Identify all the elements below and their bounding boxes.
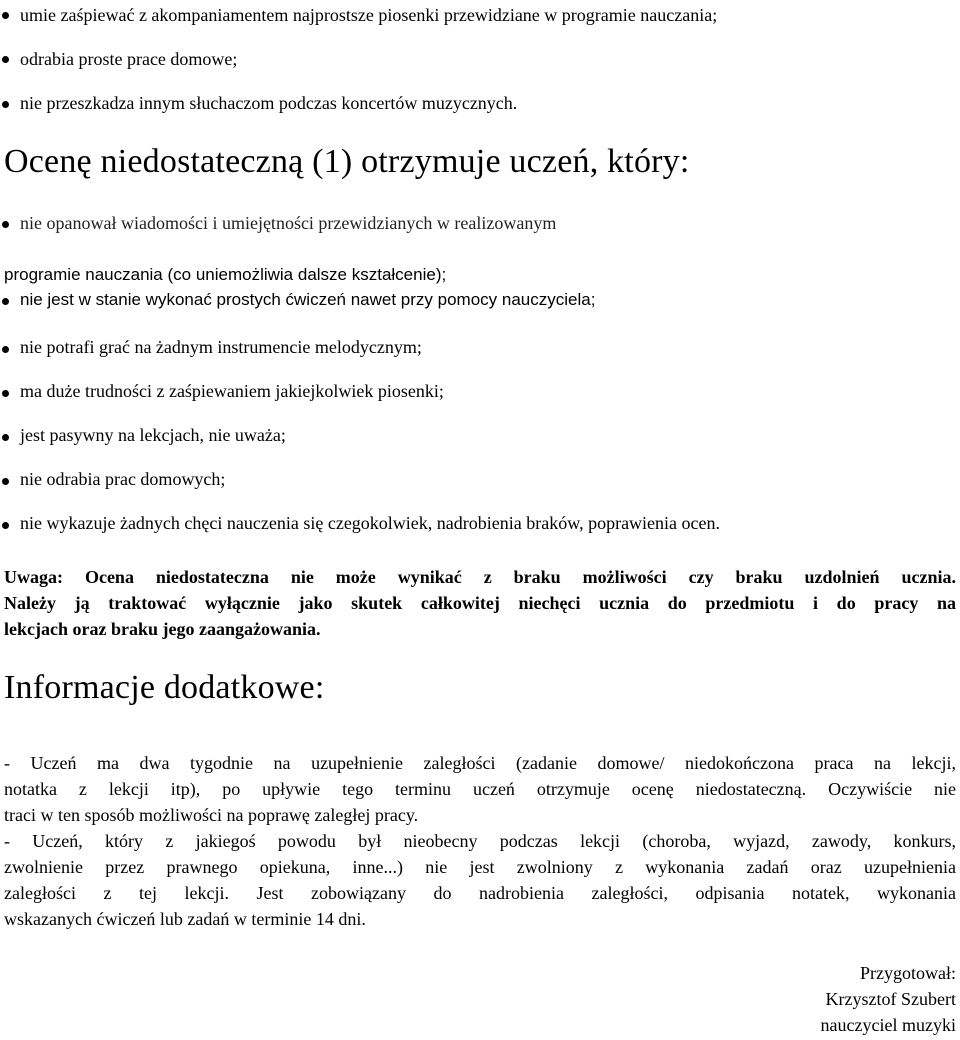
bullet-icon [2, 101, 9, 108]
section-heading: Ocenę niedostateczną (1) otrzymuje uczeń, który: [4, 143, 690, 180]
list-item: nie opanował wiadomości i umiejętności przewidzianych w realizowanym [20, 213, 557, 233]
bullet-icon [2, 478, 9, 485]
note-line: Należy ją traktować wyłącznie jako skutek całkowitej niechęci ucznia do przedmiotu i do pracy na [4, 593, 956, 613]
list-item: umie zaśpiewać z akompaniamentem najprostsze piosenki przewidziane w programie nauczania; [20, 5, 718, 25]
bullet-icon [2, 298, 9, 305]
bullet-icon [2, 390, 9, 397]
list-item: nie wykazuje żadnych chęci nauczenia się czegokolwiek, nadrobienia braków, poprawienia ocen. [20, 513, 721, 533]
list-item: jest pasywny na lekcjach, nie uważa; [20, 425, 286, 445]
info-line: wskazanych ćwiczeń lub zadań w terminie 14 dni. [4, 909, 366, 929]
list-item: odrabia proste prace domowe; [20, 49, 238, 69]
bullet-icon [2, 56, 9, 63]
info-line: - Uczeń, który z jakiegoś powodu był nieobecny podczas lekcji (choroba, wyjazd, zawody, konkurs, [4, 831, 956, 851]
note-line: lekcjach oraz braku jego zaangażowania. [4, 619, 321, 639]
info-line: zwolnienie przez prawnego opiekuna, inne...) nie jest zwolniony z wykonania zadań oraz uzupełnienia [4, 857, 956, 877]
list-item: ma duże trudności z zaśpiewaniem jakiejkolwiek piosenki; [20, 381, 444, 401]
bullet-icon [2, 346, 9, 353]
note-line: Uwaga: Ocena niedostateczna nie może wynikać z braku możliwości czy braku uzdolnień ucznia. [4, 567, 956, 587]
list-item: nie potrafi grać na żadnym instrumencie melodycznym; [20, 337, 422, 357]
bullet-icon [2, 522, 9, 529]
bullet-icon [2, 434, 9, 441]
signature-role: nauczyciel muzyki [820, 1015, 956, 1035]
bullet-icon [2, 221, 9, 228]
info-line: zaległości z tej lekcji. Jest zobowiązany do nadrobienia zaległości, odpisania notatek, wykonania [4, 883, 956, 903]
list-item: nie przeszkadza innym słuchaczom podczas koncertów muzycznych. [20, 93, 518, 113]
section-heading: Informacje dodatkowe: [4, 669, 325, 706]
info-line: - Uczeń ma dwa tygodnie na uzupełnienie zaległości (zadanie domowe/ niedokończona praca na lekcji, [4, 753, 956, 773]
list-item: nie jest w stanie wykonać prostych ćwiczeń nawet przy pomocy nauczyciela; [20, 290, 596, 309]
signature-name: Krzysztof Szubert [825, 989, 956, 1009]
list-item: nie odrabia prac domowych; [20, 469, 226, 489]
list-item-continuation: programie nauczania (co uniemożliwia dalsze kształcenie); [4, 265, 447, 284]
signature-prepared: Przygotował: [860, 963, 956, 983]
info-line: notatka z lekcji itp), po upływie tego terminu uczeń otrzymuje ocenę niedostateczną. Oczywiście nie [4, 779, 956, 799]
bullet-icon [2, 12, 9, 19]
info-line: traci w ten sposób możliwości na poprawę zaległej pracy. [4, 805, 419, 825]
